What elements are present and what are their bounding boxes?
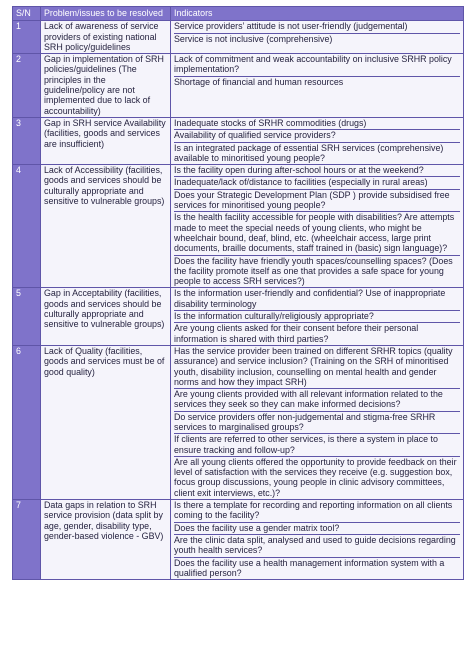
indicators-cell (171, 165, 464, 288)
indicator-item: Availability of qualified service providers? (174, 130, 460, 142)
problem-cell: Lack of awareness of service providers of existing national SRH policy/guidelines (41, 21, 171, 54)
indicators-cell (171, 345, 464, 499)
indicator-item: Shortage of financial and human resources (174, 76, 344, 87)
indicators-cell (171, 117, 464, 164)
indicators-cell (171, 500, 464, 580)
indicator-item: Does the facility use a health management information system with a qualified person? (174, 557, 445, 578)
indicator-item: Is the information user-friendly and confidential? Use of inappropriate disability terminology (174, 288, 460, 311)
indicator-item: If clients are referred to other services, is there a system in place to ensure tracking and follow-up? (174, 434, 460, 457)
table-row (13, 288, 464, 345)
header-problem: Problem/issues to be resolved (41, 7, 171, 21)
indicator-item: Is the information culturally/religiously appropriate? (174, 311, 460, 323)
indicator-item: Is the health facility accessible for people with disabilities? Are attempts made to meet the special needs of young clients, who might be wheelchair bound, deaf, blind, etc. (wheelchair access, large print documents, braille documents, staff trained in (basic) sign language)? (174, 212, 460, 255)
indicator-item: Are young clients provided with all relevant information related to the services they seek so they can make informed decisions? (174, 389, 460, 412)
indicators-cell (171, 21, 464, 54)
indicator-item: Are all young clients offered the opportunity to provide feedback on their level of satisfaction with the services they receive (e.g. suggestion box, focus group discussions, young people in clinic advisory committees, client exit interviews, etc.)? (174, 456, 457, 498)
row-number: 1 (13, 21, 41, 54)
header-indicators: Indicators (171, 7, 464, 21)
table-row (13, 345, 464, 499)
row-number: 3 (13, 117, 41, 164)
indicator-item: Lack of commitment and weak accountability on inclusive SRHR policy implementation? (174, 54, 460, 77)
table-row (13, 165, 464, 288)
table-row (13, 21, 464, 54)
row-number: 7 (13, 500, 41, 580)
indicators-cell (171, 54, 464, 118)
problem-cell: Gap in implementation of SRH policies/guidelines (The principles in the guideline/policy are not implemented due to lack of accountability) (41, 54, 171, 118)
indicator-item: Does your Strategic Development Plan (SDP ) provide subsidised free services for minoritised young people? (174, 190, 460, 213)
indicator-item: Does the facility use a gender matrix tool? (174, 523, 460, 535)
row-number: 6 (13, 345, 41, 499)
problem-cell: Gap in SRH service Availability (facilities, goods and services are insufficient) (41, 117, 171, 164)
indicator-item: Service is not inclusive (comprehensive) (174, 33, 333, 44)
problem-cell: Gap in Acceptability (facilities, goods and services should be culturally appropriate and sensitive to vulnerable groups) (41, 288, 171, 345)
indicator-item: Has the service provider been trained on different SRHR topics (quality assurance) and service inclusion? (Training on the SRH of minoritised youth, disability inclusion, counselling on mental health and gender norms and how they impact SRH) (174, 346, 460, 389)
row-number: 2 (13, 54, 41, 118)
table-row (13, 117, 464, 164)
indicator-item: Is the facility open during after-school hours or at the weekend? (174, 165, 460, 177)
problem-cell: Lack of Accessibility (facilities, goods and services should be culturally appropriate and sensitive to vulnerable groups) (41, 165, 171, 288)
row-number: 4 (13, 165, 41, 288)
table-header-row (13, 7, 464, 21)
indicator-item: Inadequate stocks of SRHR commodities (drugs) (174, 118, 460, 130)
indicator-item: Is there a template for recording and reporting information on all clients coming to the facility? (174, 500, 460, 523)
indicator-item: Do service providers offer non-judgemental and stigma-free SRHR services to marginalised groups? (174, 412, 460, 435)
indicator-item: Inadequate/lack of/distance to facilities (especially in rural areas) (174, 177, 460, 189)
header-sn: S/N (13, 7, 41, 21)
table-row (13, 500, 464, 580)
table-row (13, 54, 464, 118)
indicator-item: Are young clients asked for their consent before their personal information is shared with third parties? (174, 323, 419, 344)
srh-indicators-table (12, 6, 464, 580)
problem-cell: Data gaps in relation to SRH service provision (data split by age, gender, disability type, gender-based violence - GBV) (41, 500, 171, 580)
indicator-item: Does the facility have friendly youth spaces/counselling spaces? (Does the facility promote itself as one that provides a safe space for young people to access SRH services?) (174, 255, 453, 287)
indicator-item: Are the clinic data split, analysed and used to guide decisions regarding youth health services? (174, 535, 460, 558)
indicator-item: Service providers’ attitude is not user-friendly (judgemental) (174, 21, 460, 33)
row-number: 5 (13, 288, 41, 345)
indicator-item: Is an integrated package of essential SRH services (comprehensive) available to minoritised young people? (174, 142, 444, 163)
indicators-cell (171, 288, 464, 345)
problem-cell: Lack of Quality (facilities, goods and services must be of good quality) (41, 345, 171, 499)
